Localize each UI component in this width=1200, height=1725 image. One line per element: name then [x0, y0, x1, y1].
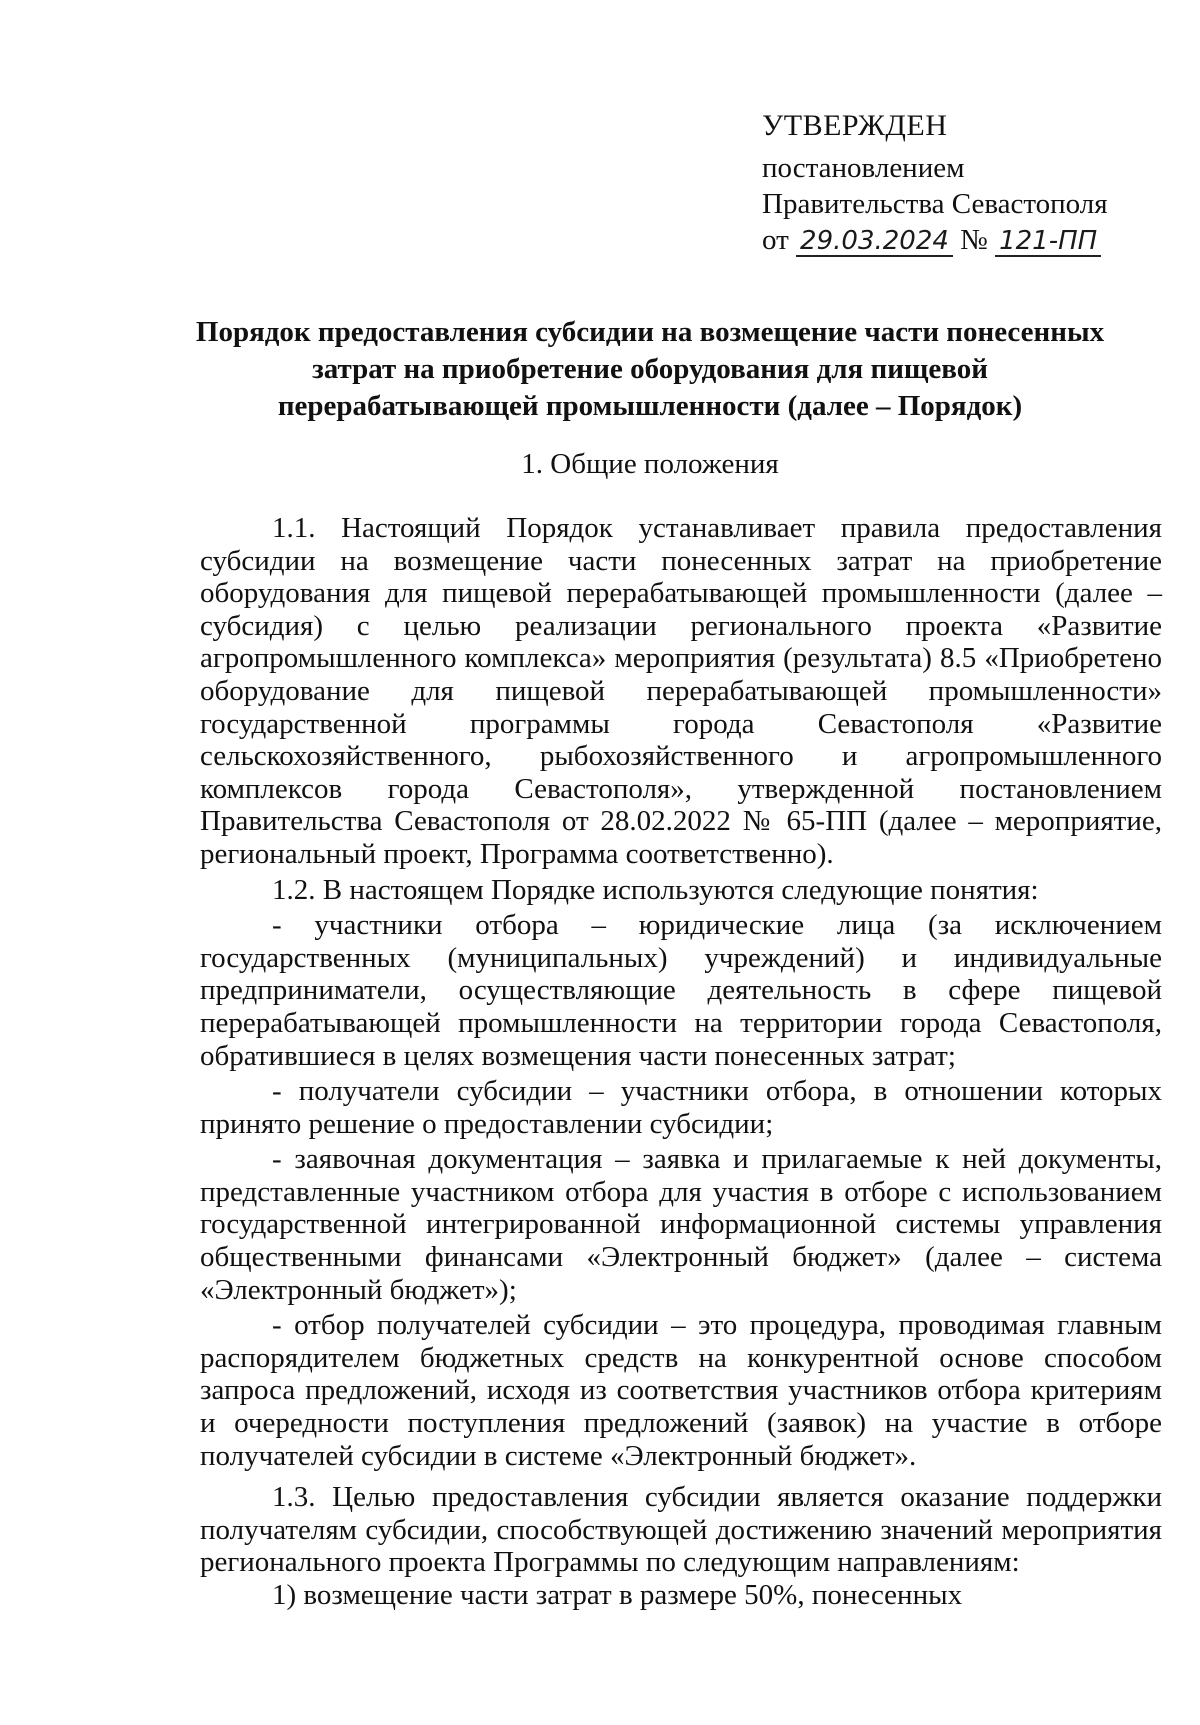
handwritten-date: 29.03.2024	[796, 227, 953, 257]
approval-date-line	[762, 222, 1182, 258]
list-item-1: 1) возмещение части затрат в размере 50%, понесенных	[272, 1579, 963, 1611]
definition-participants: - участники отбора – юридические лица (за исключением государственных (муниципальных) учреждений) и индивидуальные предприниматели, осуществляющие деятельность в сфере пищевой перерабатывающей промышленности на территории города Севастополя, обратившиеся в целях возмещения части понесенных затрат;	[200, 909, 1162, 1072]
definition-recipients: - получатели субсидии – участники отбора, в отношении которых принято решение о предоставлении субсидии;	[200, 1075, 1162, 1140]
document-body	[200, 512, 1162, 1612]
definition-selection: - отбор получателей субсидии – это процедура, проводимая главным распорядителем бюджетных средств на конкурентной основе способом запроса предложений, исходя из соответствия участников отбора критериям и очередности поступления предложений (заявок) на участие в отборе получателей субсидии в системе «Электронный бюджет».	[200, 1309, 1162, 1472]
approval-line-1: постановлением	[762, 152, 965, 184]
paragraph-1-3: 1.3. Целью предоставления субсидии является оказание поддержки получателям субсидии, способствующей достижению значений мероприятия регионального проекта Программы по следующим направлениям:	[200, 1481, 1162, 1579]
handwritten-number: 121-ПП	[995, 227, 1101, 257]
paragraph-1-2: 1.2. В настоящем Порядке используются следующие понятия:	[272, 873, 1039, 906]
date-prefix: от	[762, 224, 789, 256]
number-prefix: №	[960, 224, 988, 256]
document-title: Порядок предоставления субсидии на возмещение части понесенных затрат на приобретение оборудования для пищевой перерабатывающей промышленности (далее – Порядок)	[195, 316, 1105, 422]
approval-stamp-block	[762, 108, 1182, 258]
approval-line-2: Правительства Севастополя	[762, 188, 1108, 220]
approval-title: УТВЕРЖДЕН	[762, 109, 948, 142]
section-heading: 1. Общие положения	[521, 448, 779, 480]
definition-documentation: - заявочная документация – заявка и прилагаемые к ней документы, представленные участником отбора для участия в отборе с использованием государственной интегрированной информационной системы управления общественными финансами «Электронный бюджет» (далее – система «Электронный бюджет»);	[200, 1143, 1162, 1306]
paragraph-1-1: 1.1. Настоящий Порядок устанавливает правила предоставления субсидии на возмещение части понесенных затрат на приобретение оборудования для пищевой перерабатывающей промышленности (далее – субсидия) с целью реализации регионального проекта «Развитие агропромышленного комплекса» мероприятия (результата) 8.5 «Приобретено оборудование для пищевой перерабатывающей промышленности» государственной программы города Севастополя «Развитие сельскохозяйственного, рыбохозяйственного и агропромышленного комплексов города Севастополя», утвержденной постановлением Правительства Севастополя от 28.02.2022 № 65-ПП (далее – мероприятие, региональный проект, Программа соответственно).	[200, 512, 1162, 870]
